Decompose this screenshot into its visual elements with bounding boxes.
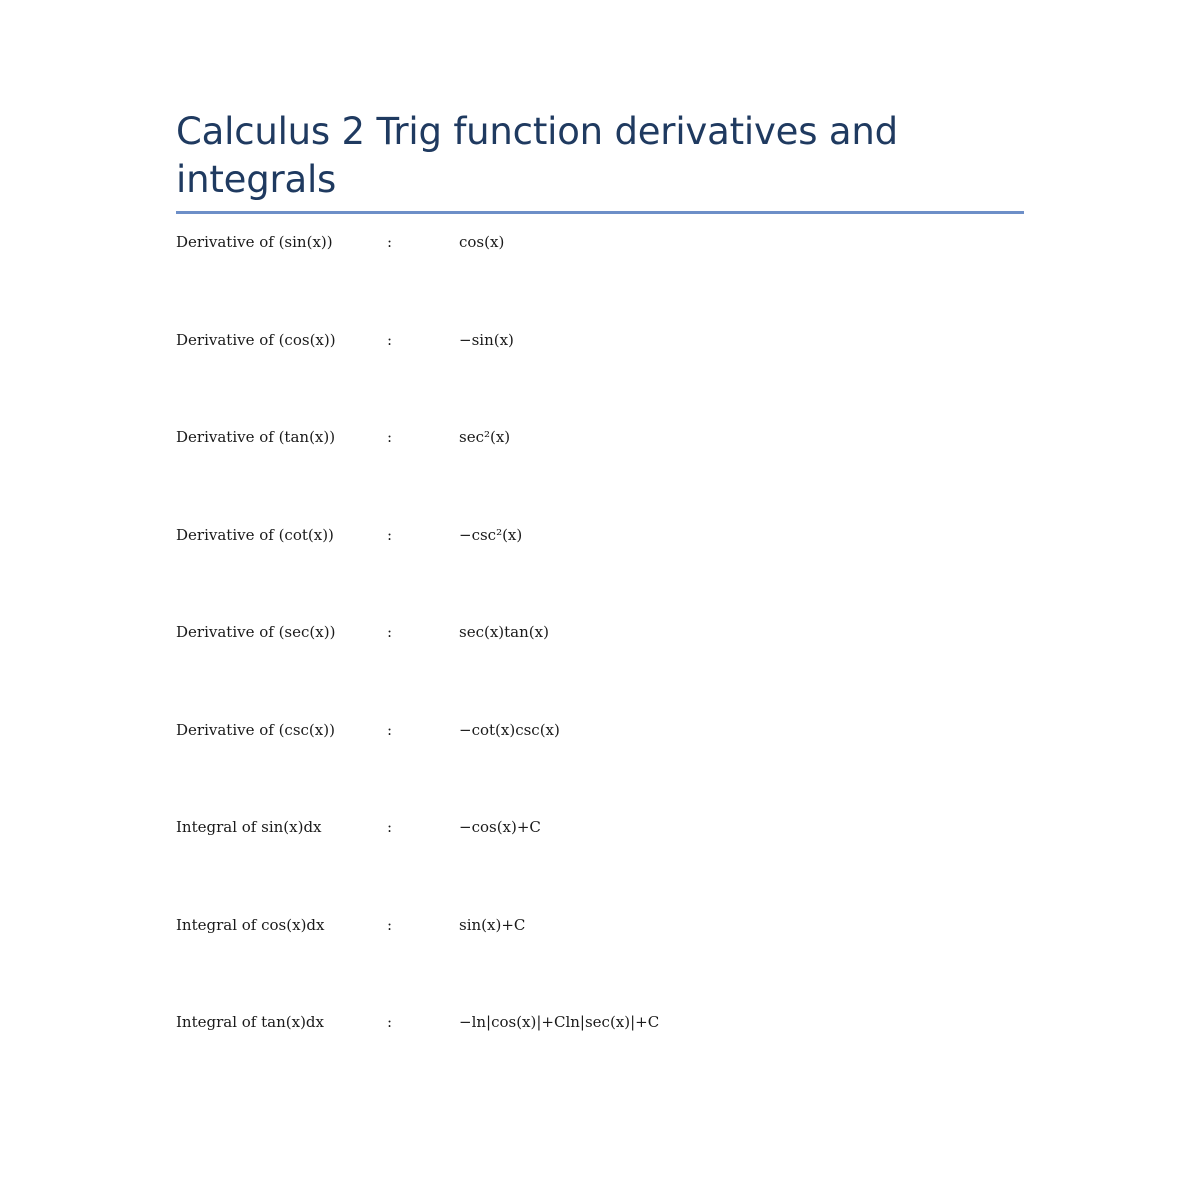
formula-separator: : <box>387 915 393 934</box>
formula-result: −csc²(x) <box>459 525 523 544</box>
formula-separator: : <box>387 1013 393 1031</box>
formula-row-cot-derivative <box>176 526 1024 624</box>
formula-label: Derivative of (cot(x)) <box>176 525 334 544</box>
formula-result: −cos(x)+C <box>459 818 541 836</box>
formula-row-cos-derivative <box>176 331 1024 429</box>
formula-separator: : <box>387 623 393 641</box>
formula-result: −sin(x) <box>459 330 514 349</box>
formula-result: sec(x)tan(x) <box>459 623 549 641</box>
formula-separator: : <box>387 525 393 544</box>
formula-label: Derivative of (sec(x)) <box>176 623 336 641</box>
title-underline <box>176 211 1024 214</box>
formula-separator: : <box>387 233 393 251</box>
formula-result: sec²(x) <box>459 428 511 446</box>
formula-label: Integral of cos(x)dx <box>176 915 325 934</box>
document-title: Calculus 2 Trig function derivatives and integrals <box>176 110 898 201</box>
formula-row-csc-derivative <box>176 721 1024 819</box>
formula-label: Integral of tan(x)dx <box>176 1013 324 1031</box>
formula-row-tan-integral <box>176 1013 1024 1111</box>
formula-label: Derivative of (sin(x)) <box>176 233 333 251</box>
document-page <box>176 108 1024 1111</box>
formula-result: sin(x)+C <box>459 915 526 934</box>
formula-label: Derivative of (csc(x)) <box>176 720 335 739</box>
formula-row-sin-derivative <box>176 233 1024 331</box>
formula-result: −cot(x)csc(x) <box>459 720 560 739</box>
formula-label: Derivative of (tan(x)) <box>176 428 336 446</box>
formula-row-sin-integral <box>176 818 1024 916</box>
formula-list <box>176 233 1024 1111</box>
formula-separator: : <box>387 428 393 446</box>
formula-row-cos-integral <box>176 916 1024 1014</box>
formula-separator: : <box>387 330 393 349</box>
formula-row-tan-derivative <box>176 428 1024 526</box>
formula-result: cos(x) <box>459 233 505 251</box>
formula-row-sec-derivative <box>176 623 1024 721</box>
formula-separator: : <box>387 818 393 836</box>
formula-label: Derivative of (cos(x)) <box>176 330 336 349</box>
formula-result: −ln|cos(x)|+Cln|sec(x)|+C <box>459 1013 660 1031</box>
formula-label: Integral of sin(x)dx <box>176 818 322 836</box>
formula-separator: : <box>387 720 393 739</box>
